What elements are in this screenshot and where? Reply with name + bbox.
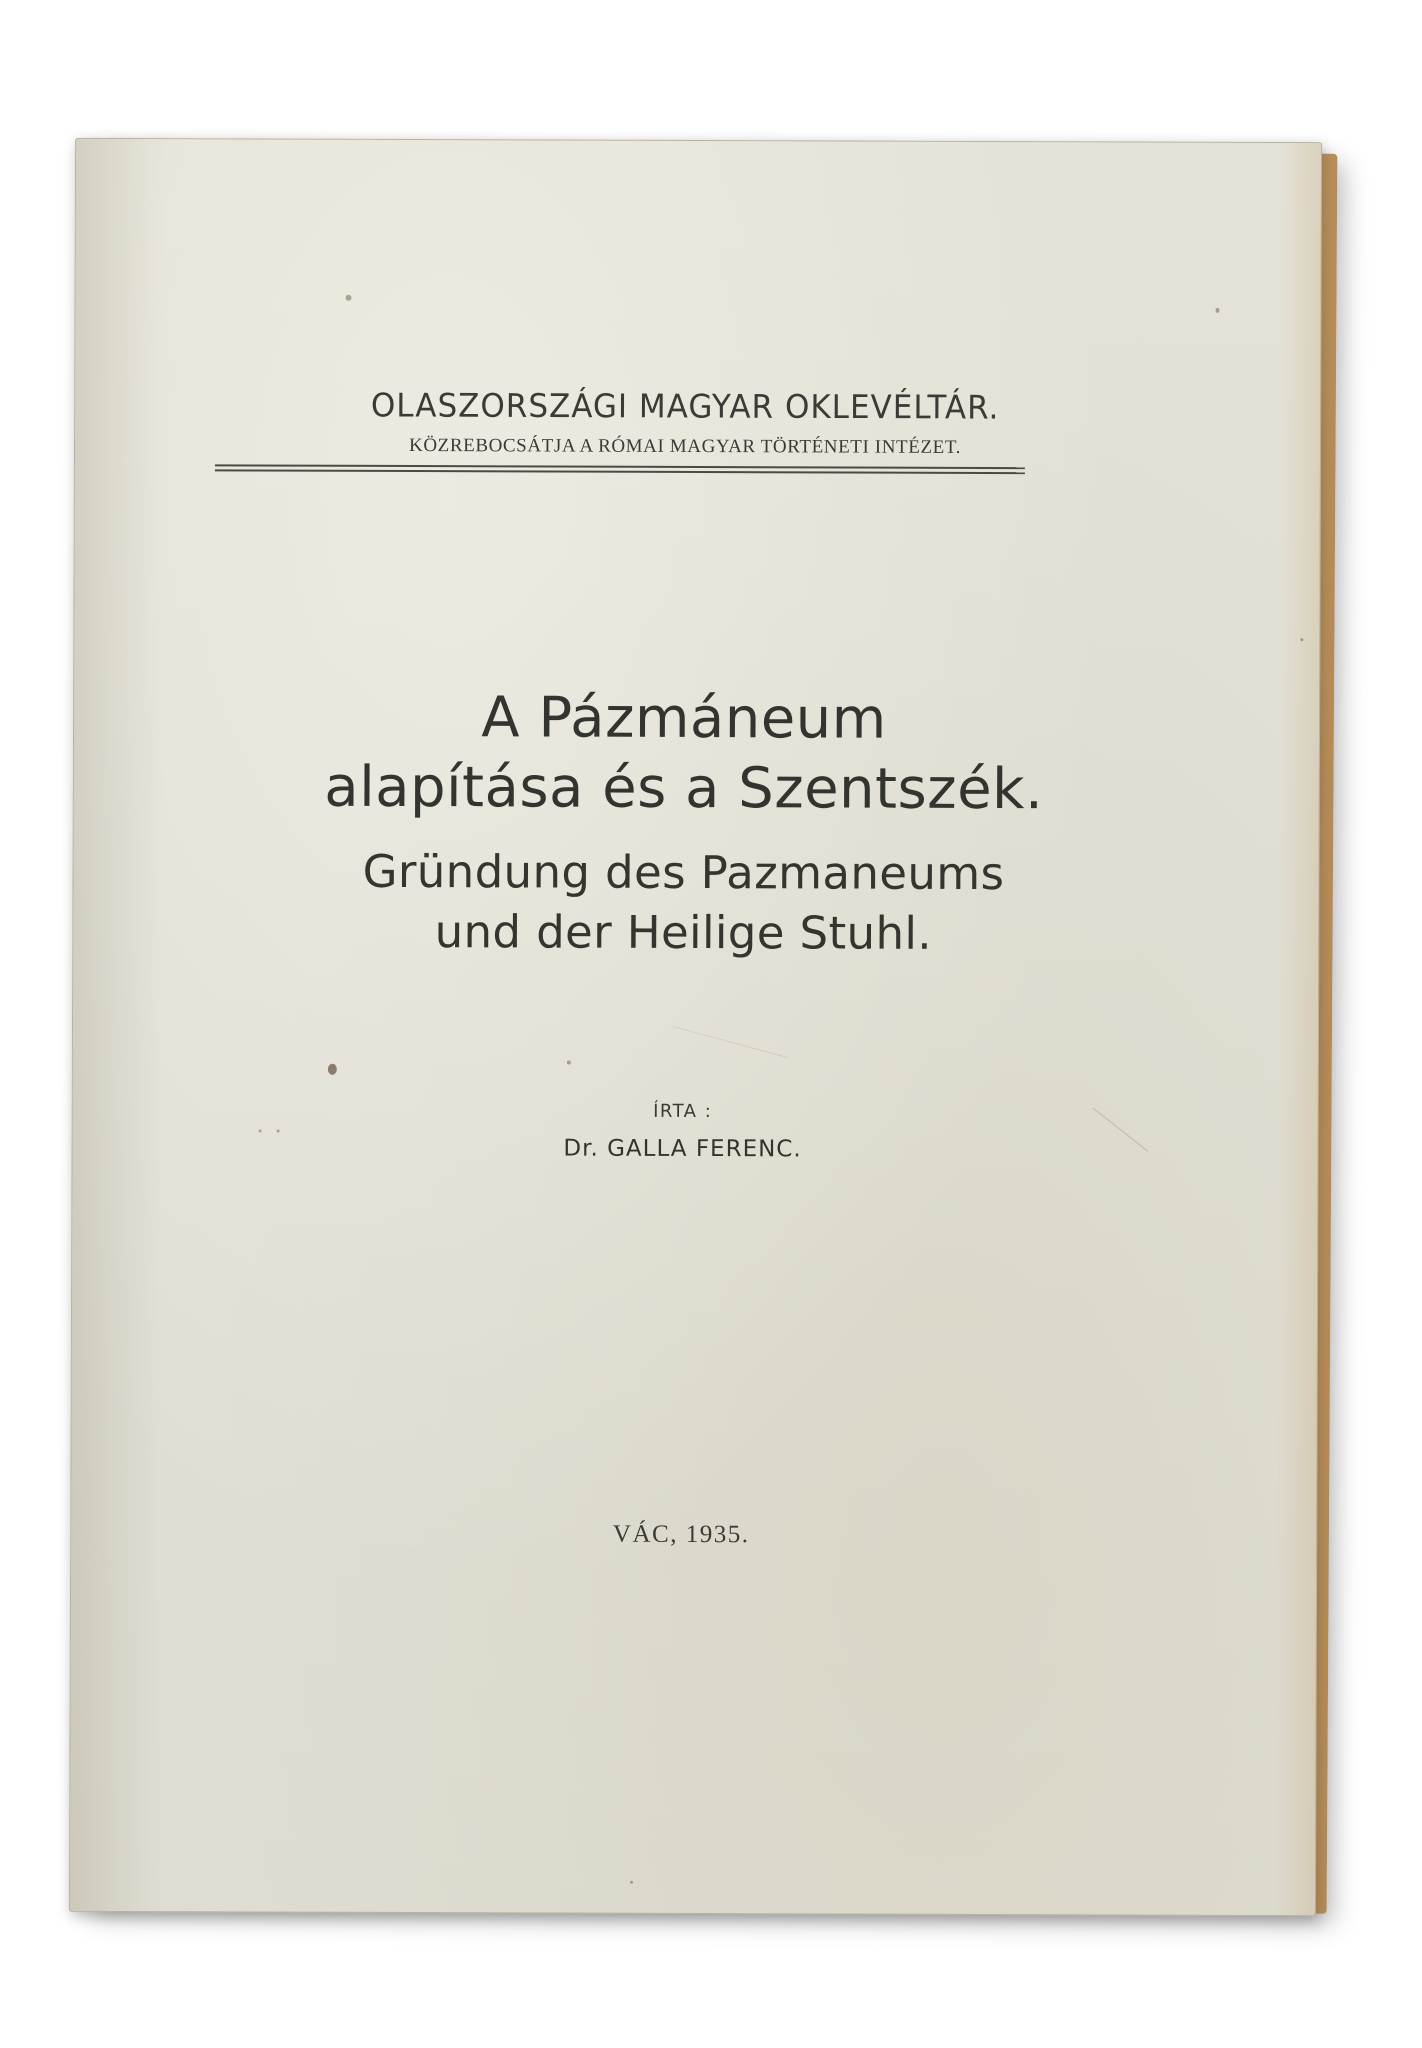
paper-speck xyxy=(259,1129,262,1132)
double-rule xyxy=(215,464,1025,475)
title-german-line-1: Gründung des Pazmaneums xyxy=(362,844,1005,901)
paper-speck xyxy=(346,295,352,301)
title-hungarian-line-1: A Pázmáneum xyxy=(481,685,887,752)
title-german-line-2: und der Heilige Stuhl. xyxy=(434,905,933,960)
paper-speck xyxy=(567,1061,571,1065)
rule-line-bottom xyxy=(215,469,1025,474)
imprint-place-year: VÁC, 1935. xyxy=(612,1520,750,1549)
paper-speck xyxy=(630,1881,633,1884)
title-hungarian-line-2: alapítása és a Szentszék. xyxy=(324,754,1044,823)
paper-speck xyxy=(328,1064,337,1075)
series-subtitle: KÖZREBOCSÁTJA A RÓMAI MAGYAR TÖRTÉNETI INTÉZET. xyxy=(408,434,962,458)
author-name: Dr. GALLA FERENC. xyxy=(563,1135,802,1163)
paper-speck xyxy=(1300,638,1303,641)
author-label: ÍRTA : xyxy=(653,1100,713,1123)
paper-speck xyxy=(1215,308,1219,313)
book-cover xyxy=(69,138,1322,1916)
series-title: OLASZORSZÁGI MAGYAR OKLEVÉLTÁR. xyxy=(370,386,1000,427)
cover-content xyxy=(70,139,1321,1915)
rule-line-top xyxy=(215,464,1025,469)
paper-speck xyxy=(277,1130,280,1133)
